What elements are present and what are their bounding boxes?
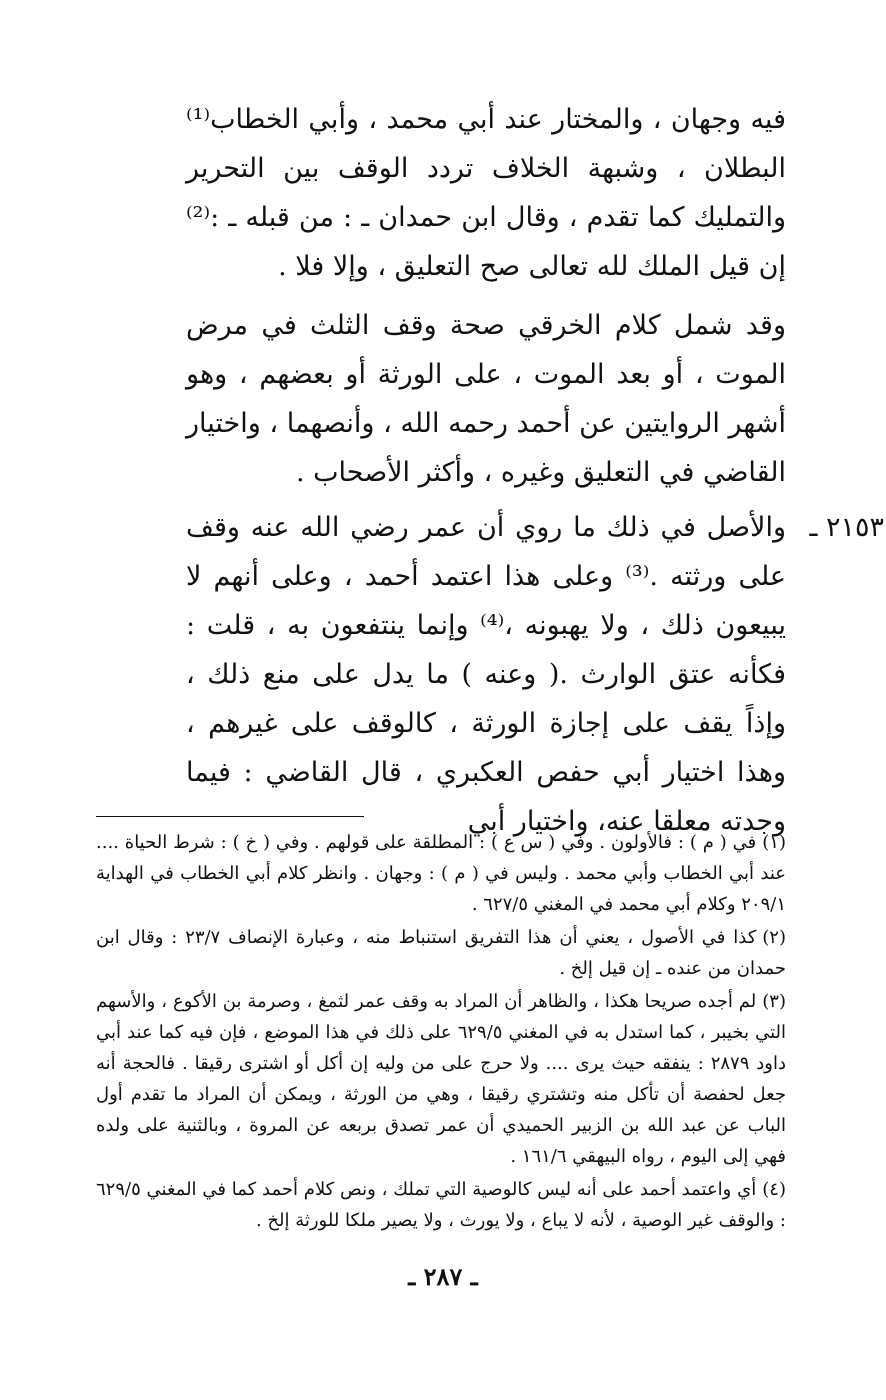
paragraph-3: والأصل في ذلك ما روي أن عمر رضي الله عنه وقف على ورثته .⁽³⁾ وعلى هذا اعتمد أحمد ، وعلى أنهم لا يبيعون ذلك ، ولا يهبونه ،⁽⁴⁾ وإنما ينتفعون به ، قلت : فكأنه عتق الوارث .( وعنه ) ما يدل على منع ذلك ، وإذاً يقف على إجازة الورثة ، كالوقف على غيرهم ، وهذا اختيار أبي حفص العكبري ، قال القاضي : فيما وجدته معلقا عنه، واختيار أبي (186, 512, 786, 837)
footnote-text: أي واعتمد أحمد على أنه ليس كالوصية التي تملك ، ونص كلام أحمد كما في المغني ٦٢٩/٥ : والوقف غير الوصية ، لأنه لا يباع ، ولا يورث ، ولا يصير ملكا للورثة إلخ . (96, 1179, 786, 1231)
footnotes-section (96, 798, 786, 1238)
footnote-1 (96, 827, 786, 920)
footnote-text: لم أجده صريحا هكذا ، والظاهر أن المراد به وقف عمر لثمغ ، وصرمة بن الأكوع ، والأسهم التي بخيبر ، كما استدل به في المغني ٦٢٩/٥ على ذلك في هذا الموضع ، فإن فيه كما عند أبي داود ٢٨٧٩ : ينفقه حيث يرى .... ولا حرج على من وليه إن أكل أو اشترى رقيقا . فالحجة أنه جعل لحفصة أن تأكل منه وتشتري رقيقا ، وهي من الورثة ، ويمكن أن المراد ما تقدم أول الباب عن عبد الله بن الزبير الحميدي أن عمر تصدق بربعه عن المروة ، وبالثنية على ولده فهي إلى اليوم ، رواه البيهقي ١٦١/٦ . (96, 991, 786, 1167)
paragraph-2: وقد شمل كلام الخرقي صحة وقف الثلث في مرض الموت ، أو بعد الموت ، على الورثة أو بعضهم ، وهو أشهر الروايتين عن أحمد رحمه الله ، وأنصهما ، واختيار القاضي في التعليق وغيره ، وأكثر الأصحاب . (186, 310, 786, 488)
page-number: ـ ٢٨٧ ـ (408, 1262, 478, 1291)
footnote-text: كذا في الأصول ، يعني أن هذا التفريق استنباط منه ، وعبارة الإنصاف ٢٣/٧ : وقال ابن حمدان من عنده ـ إن قيل إلخ . (96, 927, 786, 979)
footnote-label: (٣) (762, 991, 786, 1012)
footnote-4 (96, 1174, 786, 1236)
main-text (186, 95, 884, 846)
footnote-label: (٤) (762, 1179, 786, 1200)
footnote-divider (96, 816, 364, 817)
footnote-text: في ( م ) : فالأولون . وفي ( س ع ) : المطلقة على قولهم . وفي ( خ ) : شرط الحياة .... عند أبي الخطاب وأبي محمد . وليس في ( م ) : وجهان . وانظر كلام أبي الخطاب في الهداية ٢٠٩/١ وكلام أبي محمد في المغني ٦٢٧/٥ . (96, 832, 786, 915)
footnote-label: (٢) (762, 927, 786, 948)
footnote-3 (96, 986, 786, 1172)
paragraph-number: ٢١٥٣ ـ (809, 512, 884, 543)
paragraph-3-block (186, 503, 884, 846)
footnote-label: (١) (762, 832, 786, 853)
paragraph-1: فيه وجهان ، والمختار عند أبي محمد ، وأبي الخطاب⁽¹⁾ البطلان ، وشبهة الخلاف تردد الوقف بين التحرير والتمليك كما تقدم ، وقال ابن حمدان ـ : من قبله ـ :⁽²⁾ إن قيل الملك لله تعالى صح التعليق ، وإلا فلا . (186, 104, 786, 282)
footnote-2 (96, 922, 786, 984)
